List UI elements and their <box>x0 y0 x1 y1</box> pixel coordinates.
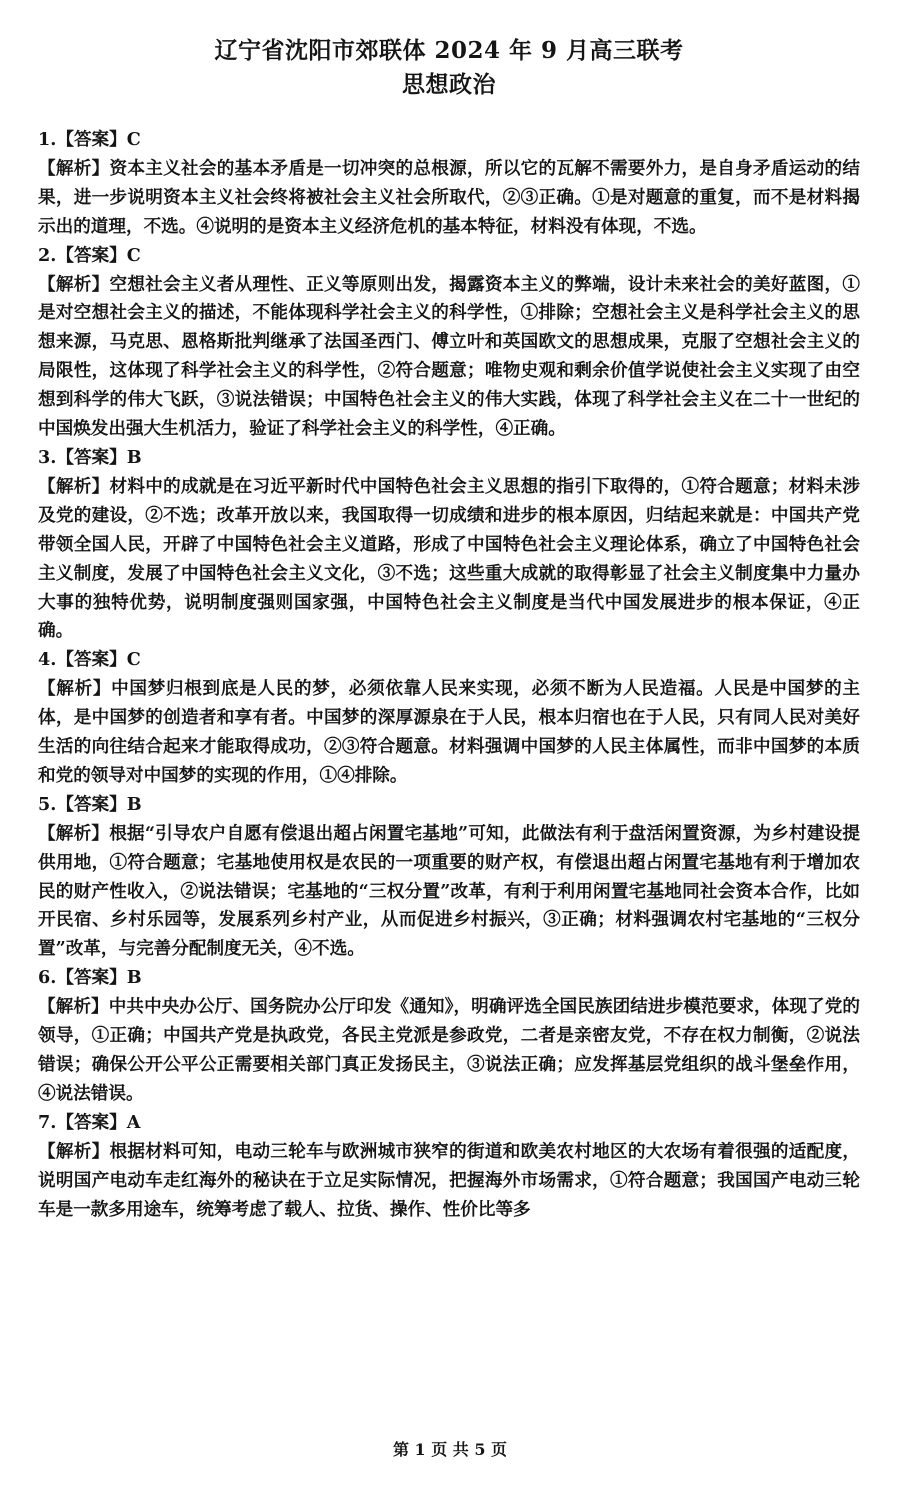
answer-label: 3.【答案】B <box>38 446 142 468</box>
question-1 <box>38 126 860 242</box>
title-line-1: 辽宁省沈阳市郊联体 2024 年 9 月高三联考 <box>214 37 684 64</box>
explanation-text: 【解析】空想社会主义者从理性、正义等原则出发，揭露资本主义的弊端，设计未来社会的美好蓝图，①是对空想社会主义的描述，不能体现科学社会主义的科学性，①排除；空想社会主义是科学社会主义的思想来源，马克思、恩格斯批判继承了法国圣西门、傅立叶和英国欧文的思想成果，克服了空想社会主义的局限性，这体现了科学社会主义的科学性，②符合题意；唯物史观和剩余价值学说使社会主义实现了由空想到科学的伟大飞跃，③说法错误；中国特色社会主义的伟大实践，体现了科学社会主义在二十一世纪的中国焕发出强大生机活力，验证了科学社会主义的科学性，④正确。 <box>38 273 860 440</box>
explanation-text: 【解析】资本主义社会的基本矛盾是一切冲突的总根源，所以它的瓦解不需要外力，是自身矛盾运动的结果，进一步说明资本主义社会终将被社会主义社会所取代，②③正确。①是对题意的重复，而不是材料揭示出的道理，不选。④说明的是资本主义经济危机的基本特征，材料没有体现，不选。 <box>38 157 860 237</box>
explanation-text: 【解析】根据“引导农户自愿有偿退出超占闲置宅基地”可知，此做法有利于盘活闲置资源，为乡村建设提供用地，①符合题意；宅基地使用权是农民的一项重要的财产权，有偿退出超占闲置宅基地有利于增加农民的财产性收入，②说法错误；宅基地的“三权分置”改革，有利于利用闲置宅基地同社会资本合作，比如开民宿、乡村乐园等，发展系列乡村产业，从而促进乡村振兴，③正确；材料强调农村宅基地的“三权分置”改革，与完善分配制度无关，④不选。 <box>38 822 860 960</box>
question-2 <box>38 242 860 444</box>
explanation-text: 【解析】中共中央办公厅、国务院办公厅印发《通知》，明确评选全国民族团结进步模范要求，体现了党的领导，①正确；中国共产党是执政党，各民主党派是参政党，二者是亲密友党，不存在权力制衡，②说法错误；确保公开公平公正需要相关部门真正发扬民主，③说法正确；应发挥基层党组织的战斗堡垒作用，④说法错误。 <box>38 996 860 1104</box>
document-title <box>38 34 860 102</box>
question-5 <box>38 791 860 964</box>
answer-label: 4.【答案】C <box>38 649 141 671</box>
answer-label: 6.【答案】B <box>38 967 142 989</box>
answer-label: 2.【答案】C <box>38 244 141 266</box>
explanation-text: 【解析】根据材料可知，电动三轮车与欧洲城市狭窄的街道和欧美农村地区的大农场有着很强的适配度，说明国产电动车走红海外的秘诀在于立足实际情况，把握海外市场需求，①符合题意；我国国产电动三轮车是一款多用途车，统筹考虑了载人、拉货、操作、性价比等多 <box>38 1140 860 1220</box>
question-7 <box>38 1109 860 1225</box>
answer-label: 5.【答案】B <box>38 793 142 815</box>
answer-label: 1.【答案】C <box>38 129 141 150</box>
page-number: 第 1 页 共 5 页 <box>392 1440 508 1459</box>
title-line-2: 思想政治 <box>402 71 496 98</box>
question-3 <box>38 444 860 646</box>
question-4 <box>38 646 860 791</box>
answer-list <box>38 126 860 1224</box>
explanation-text: 【解析】材料中的成就是在习近平新时代中国特色社会主义思想的指引下取得的，①符合题意；材料未涉及党的建设，②不选；改革开放以来，我国取得一切成绩和进步的根本原因，归结起来就是：中国共产党带领全国人民，开辟了中国特色社会主义道路，形成了中国特色社会主义理论体系，确立了中国特色社会主义制度，发展了中国特色社会主义文化，③不选；这些重大成就的取得彰显了社会主义制度集中力量办大事的独特优势，说明制度强则国家强，中国特色社会主义制度是当代中国发展进步的根本保证，④正确。 <box>38 475 860 642</box>
explanation-text: 【解析】中国梦归根到底是人民的梦，必须依靠人民来实现，必须不断为人民造福。人民是中国梦的主体，是中国梦的创造者和享有者。中国梦的深厚源泉在于人民，根本归宿也在于人民，只有同人民对美好生活的向往结合起来才能取得成功，②③符合题意。材料强调中国梦的人民主体属性，而非中国梦的本质和党的领导对中国梦的实现的作用，①④排除。 <box>38 678 860 786</box>
question-6 <box>38 964 860 1109</box>
answer-label: 7.【答案】A <box>38 1111 141 1133</box>
